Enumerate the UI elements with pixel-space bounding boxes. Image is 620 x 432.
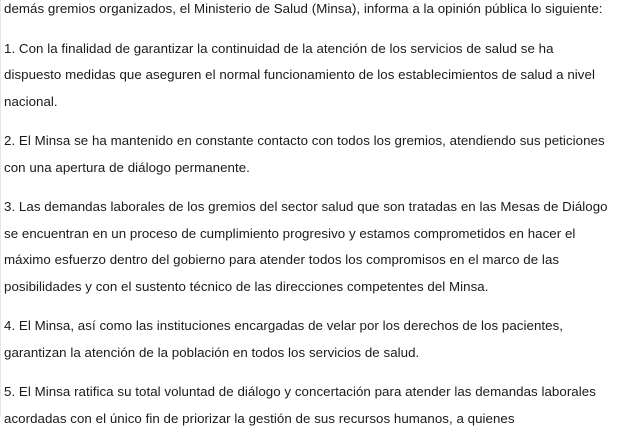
article-body xyxy=(4,0,608,432)
paragraph-item-4: 4. El Minsa, así como las instituciones encargadas de velar por los derechos de los pacientes, garantizan la atención de la población en todos los servicios de salud. xyxy=(4,318,564,360)
paragraph-item-2: 2. El Minsa se ha mantenido en constante contacto con todos los gremios, atendiendo sus peticiones con una apertura de diálogo permanente. xyxy=(4,133,605,175)
paragraph-item-1: 1. Con la finalidad de garantizar la continuidad de la atención de los servicios de salud se ha dispuesto medidas que aseguren el normal funcionamiento de los establecimientos de salud a nivel nacional. xyxy=(4,40,595,109)
left-margin-rule xyxy=(0,0,1,416)
paragraph-item-3: 3. Las demandas laborales de los gremios del sector salud que son tratadas en las Mesas de Diálogo se encuentran en un proceso de cumplimiento progresivo y estamos comprometidos en hacer el máximo esfuerzo dentro del gobierno para atender todos los compromisos en el marco de las posibilidades y con el sustento técnico de las direcciones competentes del Minsa. xyxy=(4,199,608,294)
paragraph-item-5: 5. El Minsa ratifica su total voluntad de diálogo y concertación para atender las demandas laborales acordadas con el único fin de priorizar la gestión de sus recursos humanos, a quienes xyxy=(4,384,596,426)
paragraph-intro-continuation: demás gremios organizados, el Ministerio de Salud (Minsa), informa a la opinión pública lo siguiente: xyxy=(4,1,603,16)
